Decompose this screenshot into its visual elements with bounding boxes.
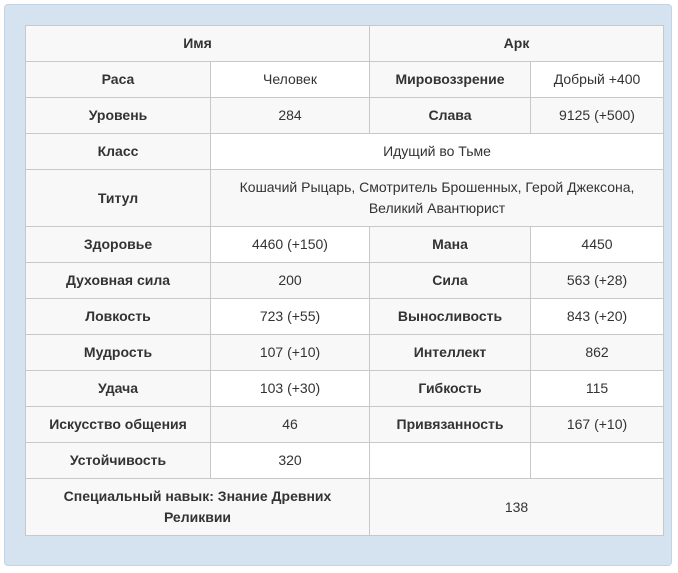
table-row — [26, 443, 664, 479]
special-skill-label: Специальный навык: Знание Древних Реликвии — [26, 479, 370, 536]
table-row — [26, 134, 664, 170]
communication-label: Искусство общения — [26, 407, 211, 443]
resilience-value: 320 — [211, 443, 370, 479]
fame-label: Слава — [370, 98, 531, 134]
table-row — [26, 170, 664, 227]
mana-value: 4450 — [531, 227, 664, 263]
wisdom-value: 107 (+10) — [211, 335, 370, 371]
title-value: Кошачий Рыцарь, Смотритель Брошенных, Герой Джексона, Великий Авантюрист — [211, 170, 664, 227]
table-row — [26, 62, 664, 98]
fame-value: 9125 (+500) — [531, 98, 664, 134]
spirit-value: 200 — [211, 263, 370, 299]
table-row — [26, 227, 664, 263]
table-row — [26, 299, 664, 335]
alignment-label: Мировоззрение — [370, 62, 531, 98]
level-label: Уровень — [26, 98, 211, 134]
spirit-label: Духовная сила — [26, 263, 211, 299]
wisdom-label: Мудрость — [26, 335, 211, 371]
empty-cell — [531, 443, 664, 479]
empty-cell — [370, 443, 531, 479]
communication-value: 46 — [211, 407, 370, 443]
strength-value: 563 (+28) — [531, 263, 664, 299]
flexibility-label: Гибкость — [370, 371, 531, 407]
name-label: Имя — [26, 26, 370, 62]
stamina-label: Выносливость — [370, 299, 531, 335]
table-row — [26, 263, 664, 299]
agility-value: 723 (+55) — [211, 299, 370, 335]
title-label: Титул — [26, 170, 211, 227]
health-label: Здоровье — [26, 227, 211, 263]
mana-label: Мана — [370, 227, 531, 263]
strength-label: Сила — [370, 263, 531, 299]
stamina-value: 843 (+20) — [531, 299, 664, 335]
intellect-label: Интеллект — [370, 335, 531, 371]
name-value: Арк — [370, 26, 664, 62]
health-value: 4460 (+150) — [211, 227, 370, 263]
flexibility-value: 115 — [531, 371, 664, 407]
special-skill-value: 138 — [370, 479, 664, 536]
agility-label: Ловкость — [26, 299, 211, 335]
alignment-value: Добрый +400 — [531, 62, 664, 98]
class-value: Идущий во Тьме — [211, 134, 664, 170]
race-label: Раса — [26, 62, 211, 98]
infobox-frame — [4, 4, 672, 566]
affection-label: Привязанность — [370, 407, 531, 443]
level-value: 284 — [211, 98, 370, 134]
table-row — [26, 371, 664, 407]
luck-label: Удача — [26, 371, 211, 407]
luck-value: 103 (+30) — [211, 371, 370, 407]
intellect-value: 862 — [531, 335, 664, 371]
table-row — [26, 335, 664, 371]
resilience-label: Устойчивость — [26, 443, 211, 479]
table-row — [26, 98, 664, 134]
character-stats-table — [25, 25, 664, 536]
table-row — [26, 407, 664, 443]
header-row — [26, 26, 664, 62]
class-label: Класс — [26, 134, 211, 170]
table-row — [26, 479, 664, 536]
affection-value: 167 (+10) — [531, 407, 664, 443]
race-value: Человек — [211, 62, 370, 98]
